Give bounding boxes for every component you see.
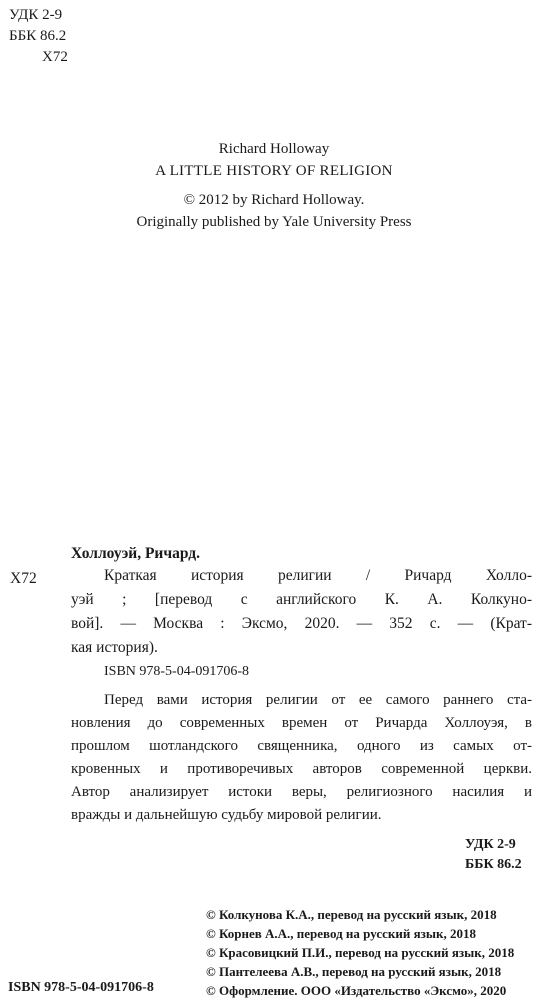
original-copyright: © 2012 by Richard Holloway. bbox=[183, 192, 365, 208]
author-mark-top: Х72 bbox=[42, 49, 68, 65]
card-isbn: ISBN 978-5-04-091706-8 bbox=[104, 664, 250, 679]
card-heading: Холлоуэй, Ричард. bbox=[71, 545, 200, 562]
annotation-line: Автор анализирует истоки веры, религиозного насилия и bbox=[71, 784, 532, 800]
card-description-line: вой]. — Москва : Эксмо, 2020. — 352 с. — (Крат- bbox=[71, 615, 532, 632]
original-title: A LITTLE HISTORY OF RELIGION bbox=[155, 163, 393, 179]
card-description-line: уэй ; [перевод с английского К. А. Колкуно- bbox=[71, 591, 532, 608]
annotation-line: вражды и дальнейшую судьбу мировой религии. bbox=[71, 807, 382, 823]
card-bbk: ББК 86.2 bbox=[465, 857, 522, 872]
annotation-line: Перед вами история религии от ее самого раннего ста- bbox=[104, 692, 532, 708]
copyright-line: © Колкунова К.А., перевод на русский язык, 2018 bbox=[206, 907, 497, 922]
annotation-line: кровенных и противоречивых авторов современной церкви. bbox=[71, 761, 532, 777]
copyright-line: © Оформление. ООО «Издательство «Эксмо», 2020 bbox=[206, 983, 507, 998]
card-udk: УДК 2-9 bbox=[465, 837, 516, 852]
annotation-line: прошлом шотландского священника, одного из самых от- bbox=[71, 738, 532, 754]
footer-isbn: ISBN 978-5-04-091706-8 bbox=[8, 980, 154, 995]
annotation-line: новления до современных времен от Ричарда Холлоуэя, в bbox=[71, 715, 532, 731]
card-author-mark: Х72 bbox=[10, 570, 37, 587]
original-author: Richard Holloway bbox=[218, 141, 330, 157]
copyright-line: © Красовицкий П.И., перевод на русский язык, 2018 bbox=[206, 945, 515, 960]
card-description-line: кая история). bbox=[71, 639, 158, 656]
copyright-line: © Пантелеева А.В., перевод на русский язык, 2018 bbox=[206, 964, 502, 979]
copyright-line: © Корнев А.А., перевод на русский язык, 2018 bbox=[206, 926, 476, 941]
bbk-top: ББК 86.2 bbox=[9, 28, 67, 44]
card-description-line: Краткая история религии / Ричард Холло- bbox=[104, 567, 532, 584]
udk-top: УДК 2-9 bbox=[9, 7, 63, 23]
publisher-note: Originally published by Yale University Press bbox=[136, 214, 412, 230]
